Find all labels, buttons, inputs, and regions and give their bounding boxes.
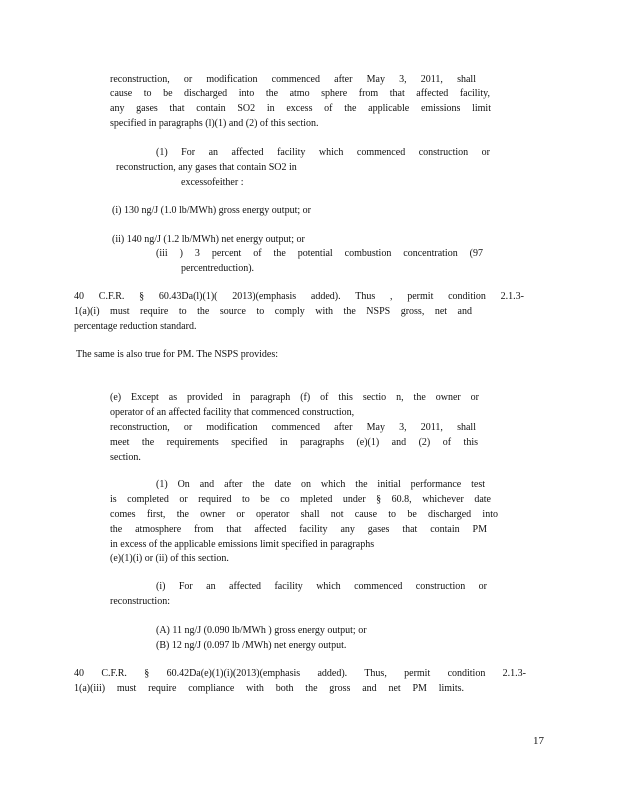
block7-line-1: (A) 11 ng/J (0.090 lb/MWh ) gross energy output; or	[156, 625, 367, 636]
block5-line-6: (e)(1)(i) or (ii) of this section.	[110, 553, 229, 564]
block4-line-5: section.	[110, 452, 141, 463]
block3-line-3: (iii ) 3 percent of the potential combustion concentration (97	[156, 248, 483, 259]
block2-line-3: excessofeither :	[181, 177, 244, 188]
block5-line-3: comes first, the owner or operator shall not cause to be discharged into	[110, 509, 498, 520]
para1-line-3: percentage reduction standard.	[74, 321, 197, 332]
block4-line-4: meet the requirements specified in paragraphs (e)(1) and (2) of this	[110, 437, 478, 448]
para1-line-2: 1(a)(i) must require to the source to comply with the NSPS gross, net and	[74, 306, 472, 317]
block6-line-1: (i) For an affected facility which commenced construction or	[156, 581, 487, 592]
block2-line-1: (1) For an affected facility which commenced construction or	[156, 147, 490, 158]
block7-line-2: (B) 12 ng/J (0.097 lb /MWh) net energy output.	[156, 640, 347, 651]
block1-line-3: any gases that contain SO2 in excess of the applicable emissions limit	[110, 103, 491, 114]
block6-line-2: reconstruction:	[110, 596, 170, 607]
para3-line-2: 1(a)(iii) must require compliance with both the gross and net PM limits.	[74, 683, 464, 694]
block2-line-2: reconstruction, any gases that contain SO2 in	[116, 162, 297, 173]
block5-line-4: the atmosphere from that affected facility any gases that contain PM	[110, 524, 487, 535]
block3-line-2: (ii) 140 ng/J (1.2 lb/MWh) net energy output; or	[112, 234, 305, 245]
page-number: 17	[533, 735, 544, 747]
para1-line-1: 40 C.F.R. § 60.43Da(l)(1)( 2013)(emphasis added). Thus , permit condition 2.1.3-	[74, 291, 524, 302]
block4-line-1: (e) Except as provided in paragraph (f) of this sectio n, the owner or	[110, 392, 479, 403]
block5-line-5: in excess of the applicable emissions limit specified in paragraphs	[110, 539, 375, 550]
block1-line-1: reconstruction, or modification commenced after May 3, 2011, shall	[110, 74, 476, 85]
block4-line-3: reconstruction, or modification commenced after May 3, 2011, shall	[110, 422, 476, 433]
block1-line-4: specified in paragraphs (l)(1) and (2) of this section.	[110, 118, 319, 129]
block3-line-4: percentreduction).	[181, 263, 255, 274]
block1-line-2: cause to be discharged into the atmo sphere from that affected facility,	[110, 88, 490, 99]
para3-line-1: 40 C.F.R. § 60.42Da(e)(1)(i)(2013)(emphasis added). Thus, permit condition 2.1.3-	[74, 668, 526, 679]
block5-line-1: (1) On and after the date on which the initial performance test	[156, 479, 485, 490]
block5-line-2: is completed or required to be co mpleted under § 60.8, whichever date	[110, 494, 491, 505]
para2-line: The same is also true for PM. The NSPS provides:	[76, 349, 279, 360]
block3-line-1: (i) 130 ng/J (1.0 lb/MWh) gross energy output; or	[112, 205, 311, 216]
block4-line-2: operator of an affected facility that commenced construction,	[110, 407, 355, 418]
